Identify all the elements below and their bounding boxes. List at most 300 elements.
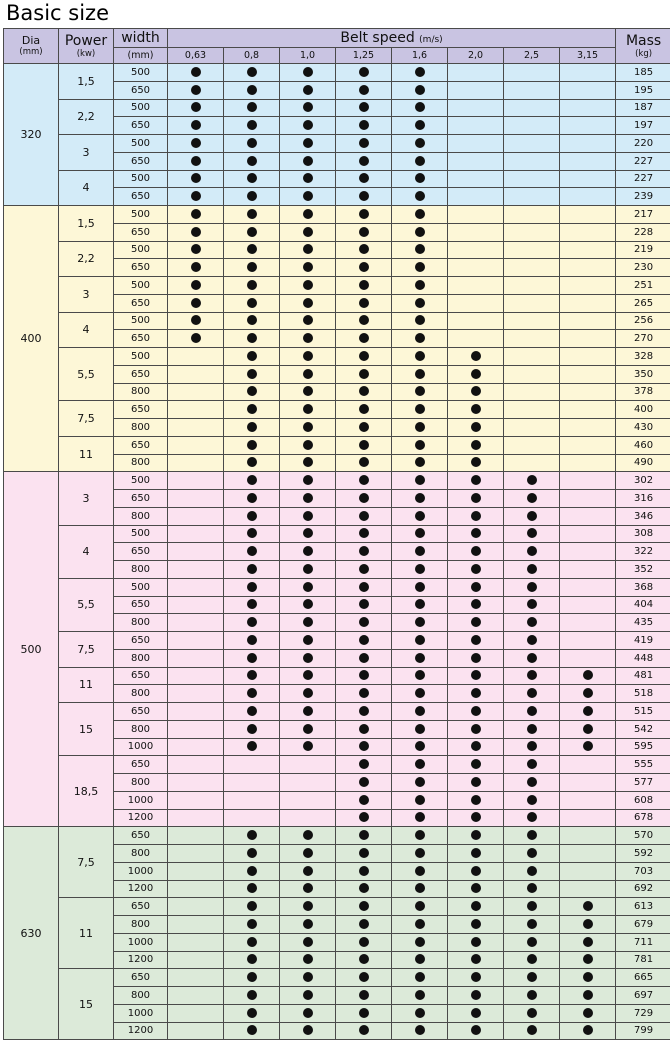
mass-cell: 692 xyxy=(616,880,670,898)
speed-cell xyxy=(392,738,448,756)
available-dot-icon xyxy=(415,564,425,574)
speed-cell xyxy=(168,206,224,224)
width-cell: 800 xyxy=(114,454,168,472)
available-dot-icon xyxy=(303,564,313,574)
available-dot-icon xyxy=(303,954,313,964)
speed-cell xyxy=(280,543,336,561)
available-dot-icon xyxy=(359,227,369,237)
speed-cell xyxy=(224,649,280,667)
speed-cell xyxy=(504,720,560,738)
speed-cell xyxy=(168,188,224,206)
speed-cell xyxy=(392,685,448,703)
speed-cell xyxy=(560,827,616,845)
speed-cell xyxy=(280,259,336,277)
speed-cell xyxy=(448,756,504,774)
speed-cell xyxy=(280,774,336,792)
available-dot-icon xyxy=(191,120,201,130)
speed-cell xyxy=(168,312,224,330)
available-dot-icon xyxy=(247,724,257,734)
speed-cell xyxy=(560,348,616,366)
speed-cell xyxy=(336,543,392,561)
speed-cell xyxy=(448,330,504,348)
speed-cell xyxy=(168,401,224,419)
speed-cell xyxy=(224,756,280,774)
speed-cell xyxy=(448,933,504,951)
speed-cell xyxy=(560,152,616,170)
speed-cell xyxy=(336,241,392,259)
width-cell: 650 xyxy=(114,898,168,916)
speed-cell xyxy=(560,845,616,863)
available-dot-icon xyxy=(359,475,369,485)
mass-cell: 697 xyxy=(616,987,670,1005)
available-dot-icon xyxy=(471,883,481,893)
available-dot-icon xyxy=(415,546,425,556)
mass-header xyxy=(616,29,670,64)
speed-cell xyxy=(168,117,224,135)
speed-cell xyxy=(560,933,616,951)
available-dot-icon xyxy=(415,883,425,893)
speed-cell xyxy=(560,987,616,1005)
available-dot-icon xyxy=(303,298,313,308)
available-dot-icon xyxy=(359,67,369,77)
speed-cell xyxy=(224,774,280,792)
table-row xyxy=(4,632,670,650)
speed-cell xyxy=(504,614,560,632)
speed-cell xyxy=(224,117,280,135)
speed-cell xyxy=(504,649,560,667)
speed-cell xyxy=(504,685,560,703)
speed-cell xyxy=(448,614,504,632)
available-dot-icon xyxy=(247,191,257,201)
speed-cell xyxy=(504,862,560,880)
available-dot-icon xyxy=(191,262,201,272)
speed-cell xyxy=(448,880,504,898)
width-cell: 500 xyxy=(114,206,168,224)
speed-cell xyxy=(336,81,392,99)
mass-cell: 302 xyxy=(616,472,670,490)
speed-cell xyxy=(224,951,280,969)
available-dot-icon xyxy=(527,528,537,538)
available-dot-icon xyxy=(471,688,481,698)
available-dot-icon xyxy=(527,635,537,645)
speed-cell xyxy=(168,987,224,1005)
available-dot-icon xyxy=(415,386,425,396)
available-dot-icon xyxy=(247,85,257,95)
speed-cell xyxy=(448,969,504,987)
speed-cell xyxy=(224,436,280,454)
available-dot-icon xyxy=(415,1008,425,1018)
speed-cell xyxy=(392,791,448,809)
speed-cell xyxy=(280,614,336,632)
available-dot-icon xyxy=(415,599,425,609)
available-dot-icon xyxy=(247,440,257,450)
speed-cell xyxy=(280,81,336,99)
width-cell: 650 xyxy=(114,436,168,454)
mass-cell: 711 xyxy=(616,933,670,951)
available-dot-icon xyxy=(247,919,257,929)
speed-cell xyxy=(560,667,616,685)
speed-cell xyxy=(392,632,448,650)
speed-cell xyxy=(168,330,224,348)
speed-cell xyxy=(280,969,336,987)
dia-cell: 320 xyxy=(4,64,59,206)
speed-cell xyxy=(504,436,560,454)
speed-cell xyxy=(392,454,448,472)
speed-cell xyxy=(224,916,280,934)
available-dot-icon xyxy=(471,919,481,929)
mass-cell: 608 xyxy=(616,791,670,809)
available-dot-icon xyxy=(471,546,481,556)
available-dot-icon xyxy=(191,280,201,290)
available-dot-icon xyxy=(359,670,369,680)
speed-cell xyxy=(392,135,448,153)
speed-cell xyxy=(560,383,616,401)
speed-cell xyxy=(392,117,448,135)
available-dot-icon xyxy=(359,191,369,201)
speed-cell xyxy=(560,756,616,774)
mass-cell: 555 xyxy=(616,756,670,774)
available-dot-icon xyxy=(359,937,369,947)
power-cell: 5,5 xyxy=(59,348,114,401)
speed-header-4: 1,6 xyxy=(392,48,448,64)
speed-cell xyxy=(280,383,336,401)
available-dot-icon xyxy=(359,635,369,645)
available-dot-icon xyxy=(527,475,537,485)
width-cell: 1000 xyxy=(114,791,168,809)
speed-cell xyxy=(224,1022,280,1040)
available-dot-icon xyxy=(247,244,257,254)
available-dot-icon xyxy=(359,138,369,148)
available-dot-icon xyxy=(527,848,537,858)
speed-cell xyxy=(504,490,560,508)
speed-cell xyxy=(392,401,448,419)
available-dot-icon xyxy=(415,954,425,964)
power-cell: 4 xyxy=(59,525,114,578)
speed-cell xyxy=(224,809,280,827)
speed-cell xyxy=(280,152,336,170)
available-dot-icon xyxy=(247,102,257,112)
available-dot-icon xyxy=(471,1025,481,1035)
available-dot-icon xyxy=(415,493,425,503)
speed-cell xyxy=(560,206,616,224)
speed-cell xyxy=(504,738,560,756)
speed-cell xyxy=(392,916,448,934)
speed-cell xyxy=(504,401,560,419)
speed-cell xyxy=(168,454,224,472)
speed-cell xyxy=(336,738,392,756)
speed-cell xyxy=(224,685,280,703)
available-dot-icon xyxy=(303,883,313,893)
speed-cell xyxy=(336,152,392,170)
speed-cell xyxy=(224,987,280,1005)
speed-cell xyxy=(504,632,560,650)
width-cell: 650 xyxy=(114,969,168,987)
available-dot-icon xyxy=(303,457,313,467)
speed-cell xyxy=(336,862,392,880)
available-dot-icon xyxy=(359,564,369,574)
available-dot-icon xyxy=(415,528,425,538)
mass-cell: 542 xyxy=(616,720,670,738)
available-dot-icon xyxy=(527,493,537,503)
available-dot-icon xyxy=(359,173,369,183)
available-dot-icon xyxy=(303,866,313,876)
speed-cell xyxy=(168,223,224,241)
mass-cell: 595 xyxy=(616,738,670,756)
available-dot-icon xyxy=(527,777,537,787)
dia-cell: 630 xyxy=(4,827,59,1040)
speed-cell xyxy=(280,490,336,508)
available-dot-icon xyxy=(359,919,369,929)
available-dot-icon xyxy=(415,972,425,982)
available-dot-icon xyxy=(303,972,313,982)
available-dot-icon xyxy=(303,617,313,627)
speed-cell xyxy=(448,401,504,419)
mass-cell: 404 xyxy=(616,596,670,614)
available-dot-icon xyxy=(471,724,481,734)
available-dot-icon xyxy=(359,777,369,787)
speed-cell xyxy=(336,898,392,916)
available-dot-icon xyxy=(359,404,369,414)
speed-cell xyxy=(168,259,224,277)
speed-header-2: 1,0 xyxy=(280,48,336,64)
speed-cell xyxy=(224,507,280,525)
dia-header xyxy=(4,29,59,64)
speed-cell xyxy=(560,294,616,312)
available-dot-icon xyxy=(471,528,481,538)
speed-cell xyxy=(560,578,616,596)
available-dot-icon xyxy=(247,866,257,876)
speed-cell xyxy=(224,933,280,951)
speed-cell xyxy=(336,348,392,366)
speed-cell xyxy=(224,330,280,348)
speed-cell xyxy=(448,809,504,827)
available-dot-icon xyxy=(359,972,369,982)
speed-cell xyxy=(504,259,560,277)
speed-cell xyxy=(392,720,448,738)
width-cell: 650 xyxy=(114,152,168,170)
speed-cell xyxy=(504,1004,560,1022)
width-cell: 650 xyxy=(114,703,168,721)
speed-cell xyxy=(280,596,336,614)
speed-cell xyxy=(336,490,392,508)
available-dot-icon xyxy=(247,67,257,77)
available-dot-icon xyxy=(359,386,369,396)
speed-cell xyxy=(168,348,224,366)
speed-cell xyxy=(336,99,392,117)
available-dot-icon xyxy=(359,333,369,343)
available-dot-icon xyxy=(471,990,481,1000)
belt-speed-header-label: Belt speed xyxy=(340,30,415,46)
available-dot-icon xyxy=(191,85,201,95)
available-dot-icon xyxy=(415,990,425,1000)
mass-cell: 228 xyxy=(616,223,670,241)
width-cell: 650 xyxy=(114,223,168,241)
speed-cell xyxy=(392,774,448,792)
speed-cell xyxy=(280,916,336,934)
available-dot-icon xyxy=(583,1008,593,1018)
available-dot-icon xyxy=(247,333,257,343)
speed-cell xyxy=(448,845,504,863)
available-dot-icon xyxy=(359,653,369,663)
available-dot-icon xyxy=(415,156,425,166)
speed-cell xyxy=(280,703,336,721)
mass-cell: 195 xyxy=(616,81,670,99)
speed-cell xyxy=(448,898,504,916)
speed-cell xyxy=(504,188,560,206)
speed-cell xyxy=(336,294,392,312)
speed-cell xyxy=(448,81,504,99)
available-dot-icon xyxy=(359,315,369,325)
speed-cell xyxy=(392,649,448,667)
speed-cell xyxy=(504,845,560,863)
speed-cell xyxy=(168,809,224,827)
width-cell: 650 xyxy=(114,365,168,383)
speed-cell xyxy=(448,507,504,525)
speed-cell xyxy=(392,880,448,898)
available-dot-icon xyxy=(415,830,425,840)
speed-cell xyxy=(224,632,280,650)
available-dot-icon xyxy=(471,653,481,663)
power-cell: 3 xyxy=(59,277,114,313)
speed-cell xyxy=(504,223,560,241)
width-cell: 650 xyxy=(114,756,168,774)
speed-cell xyxy=(560,898,616,916)
speed-cell xyxy=(280,330,336,348)
speed-cell xyxy=(168,294,224,312)
available-dot-icon xyxy=(415,777,425,787)
power-cell: 2,2 xyxy=(59,99,114,135)
speed-cell xyxy=(280,845,336,863)
available-dot-icon xyxy=(359,617,369,627)
available-dot-icon xyxy=(303,404,313,414)
speed-cell xyxy=(448,348,504,366)
speed-cell xyxy=(280,987,336,1005)
mass-cell: 799 xyxy=(616,1022,670,1040)
power-cell: 2,2 xyxy=(59,241,114,277)
speed-cell xyxy=(448,543,504,561)
mass-cell: 219 xyxy=(616,241,670,259)
speed-cell xyxy=(504,898,560,916)
width-cell: 650 xyxy=(114,632,168,650)
speed-cell xyxy=(168,1004,224,1022)
available-dot-icon xyxy=(303,369,313,379)
speed-cell xyxy=(448,117,504,135)
speed-cell xyxy=(560,543,616,561)
available-dot-icon xyxy=(583,688,593,698)
available-dot-icon xyxy=(527,688,537,698)
available-dot-icon xyxy=(415,422,425,432)
available-dot-icon xyxy=(247,883,257,893)
available-dot-icon xyxy=(471,422,481,432)
speed-cell xyxy=(504,81,560,99)
speed-cell xyxy=(280,135,336,153)
available-dot-icon xyxy=(303,599,313,609)
available-dot-icon xyxy=(415,102,425,112)
speed-cell xyxy=(168,791,224,809)
available-dot-icon xyxy=(359,244,369,254)
available-dot-icon xyxy=(471,440,481,450)
speed-cell xyxy=(560,490,616,508)
speed-cell xyxy=(280,827,336,845)
width-header-unit: (mm) xyxy=(114,48,168,64)
table-row xyxy=(4,99,670,117)
speed-cell xyxy=(224,720,280,738)
available-dot-icon xyxy=(303,475,313,485)
speed-cell xyxy=(392,614,448,632)
speed-cell xyxy=(560,614,616,632)
speed-cell xyxy=(336,933,392,951)
power-header-unit: (kw) xyxy=(76,48,96,59)
speed-cell xyxy=(560,880,616,898)
speed-cell xyxy=(448,490,504,508)
speed-cell xyxy=(504,791,560,809)
speed-cell xyxy=(224,223,280,241)
available-dot-icon xyxy=(303,706,313,716)
power-cell: 7,5 xyxy=(59,827,114,898)
available-dot-icon xyxy=(191,298,201,308)
available-dot-icon xyxy=(303,919,313,929)
speed-cell xyxy=(336,649,392,667)
available-dot-icon xyxy=(471,404,481,414)
speed-cell xyxy=(336,312,392,330)
speed-cell xyxy=(280,294,336,312)
available-dot-icon xyxy=(527,741,537,751)
available-dot-icon xyxy=(303,635,313,645)
power-cell: 3 xyxy=(59,135,114,171)
speed-cell xyxy=(448,561,504,579)
speed-cell xyxy=(392,1022,448,1040)
available-dot-icon xyxy=(359,262,369,272)
available-dot-icon xyxy=(415,1025,425,1035)
width-cell: 650 xyxy=(114,81,168,99)
available-dot-icon xyxy=(247,564,257,574)
speed-cell xyxy=(224,1004,280,1022)
available-dot-icon xyxy=(247,688,257,698)
power-cell: 4 xyxy=(59,312,114,348)
width-cell: 800 xyxy=(114,685,168,703)
mass-cell: 251 xyxy=(616,277,670,295)
available-dot-icon xyxy=(247,404,257,414)
available-dot-icon xyxy=(471,848,481,858)
speed-cell xyxy=(504,987,560,1005)
speed-cell xyxy=(336,223,392,241)
available-dot-icon xyxy=(191,102,201,112)
width-header xyxy=(114,29,168,48)
table-row xyxy=(4,472,670,490)
width-cell: 650 xyxy=(114,543,168,561)
mass-cell: 227 xyxy=(616,170,670,188)
speed-cell xyxy=(336,525,392,543)
speed-cell xyxy=(560,720,616,738)
speed-cell xyxy=(280,809,336,827)
speed-cell xyxy=(504,330,560,348)
available-dot-icon xyxy=(247,173,257,183)
available-dot-icon xyxy=(415,67,425,77)
available-dot-icon xyxy=(303,422,313,432)
available-dot-icon xyxy=(359,298,369,308)
available-dot-icon xyxy=(471,866,481,876)
available-dot-icon xyxy=(303,173,313,183)
speed-cell xyxy=(392,827,448,845)
speed-cell xyxy=(224,791,280,809)
available-dot-icon xyxy=(415,173,425,183)
available-dot-icon xyxy=(247,156,257,166)
table-row xyxy=(4,348,670,366)
speed-cell xyxy=(280,880,336,898)
speed-cell xyxy=(504,383,560,401)
speed-cell xyxy=(280,419,336,437)
width-cell: 650 xyxy=(114,490,168,508)
